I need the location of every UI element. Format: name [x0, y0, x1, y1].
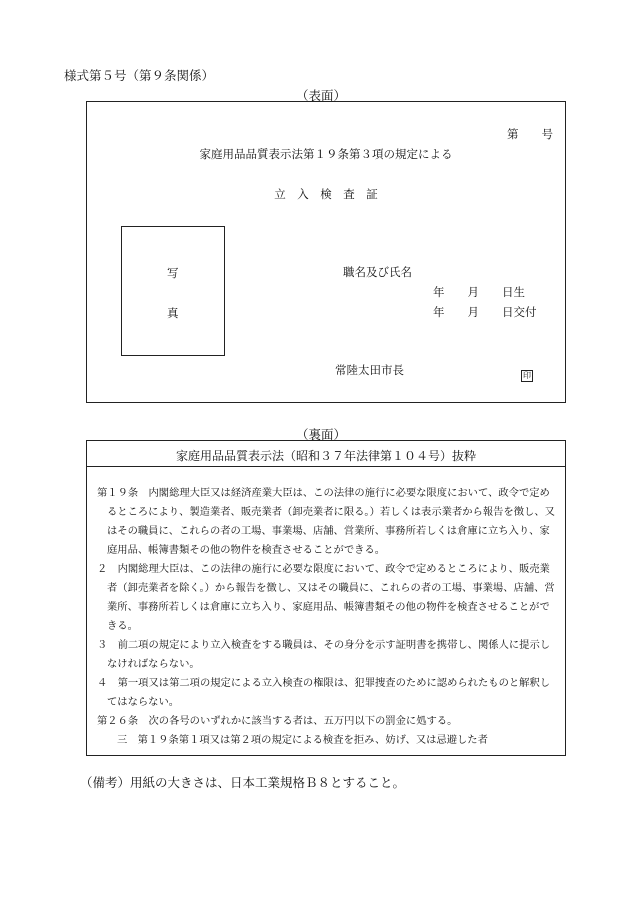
law-line: きる。 [107, 620, 138, 632]
front-side-label: （表面） [296, 88, 347, 103]
card-number-label: 第 号 [507, 127, 553, 141]
card-title: 立 入 検 査 証 [274, 187, 378, 201]
title-divider [87, 466, 565, 467]
law-excerpt-title: 家庭用品品質表示法（昭和３７年法律第１０４号）抜粋 [175, 449, 476, 463]
law-line: ３ 前二項の規定により立入検査をする職員は、その身分を示す証明書を携帯し、関係人に提示し [97, 639, 551, 651]
law-line: 庭用品、帳簿書類その他の物件を検査させることができる。 [107, 544, 386, 556]
law-line: 三 第１９条第１項又は第２項の規定による検査を拒み、妨げ、又は忌避した者 [117, 734, 488, 746]
photo-area [121, 226, 225, 356]
law-line: 第２６条 次の各号のいずれかに該当する者は、五万円以下の罰金に処する。 [97, 715, 458, 727]
seal-char: 印 [523, 371, 531, 380]
photo-char-1: 写 [167, 266, 179, 280]
law-line: るところにより、製造業者、販売業者（卸売業者に限る。）若しくは表示業者から報告を徴し、又 [107, 506, 555, 518]
law-line: 第１９条 内閣総理大臣又は経済産業大臣は、この法律の施行に必要な限度において、政令で定め [97, 487, 550, 499]
law-line: ４ 第一項又は第二項の規定による立入検査の権限は、犯罪捜査のために認められたものと解釈し [97, 677, 551, 689]
law-line: ２ 内閣総理大臣は、この法律の施行に必要な限度において、政令で定めるところにより、販売業 [97, 563, 550, 575]
law-line: 者（卸売業者を除く。）から報告を徴し、又はその職員に、これらの者の工場、事業場、店舗、営 [107, 582, 555, 594]
issuer-label: 常陸太田市長 [335, 363, 404, 377]
law-excerpt-body [97, 484, 559, 750]
law-line: 業所、事務所若しくは倉庫に立ち入り、家庭用品、帳簿書類その他の物件を検査させることがで [107, 601, 550, 613]
legal-basis-line: 家庭用品品質表示法第１９条第３項の規定による [199, 147, 453, 161]
id-card-back [86, 440, 566, 756]
photo-char-2: 真 [167, 306, 179, 320]
law-line: てはならない。 [107, 696, 180, 708]
remarks-note: （備考）用紙の大きさは、日本工業規格Ｂ８とすること。 [80, 775, 406, 790]
law-line: はその職員に、これらの者の工場、事業場、店舗、営業所、事務所若しくは倉庫に立ち入り、家 [107, 525, 550, 537]
position-name-label: 職名及び氏名 [343, 265, 412, 279]
back-side-label: （裏面） [296, 427, 347, 442]
birth-date-label: 年 月 日生 [433, 285, 525, 299]
form-label: 様式第５号（第９条関係） [64, 68, 215, 83]
seal-mark [521, 363, 533, 382]
id-card-front [86, 101, 566, 403]
issue-date-label: 年 月 日交付 [433, 305, 537, 319]
law-line: なければならない。 [107, 658, 200, 670]
